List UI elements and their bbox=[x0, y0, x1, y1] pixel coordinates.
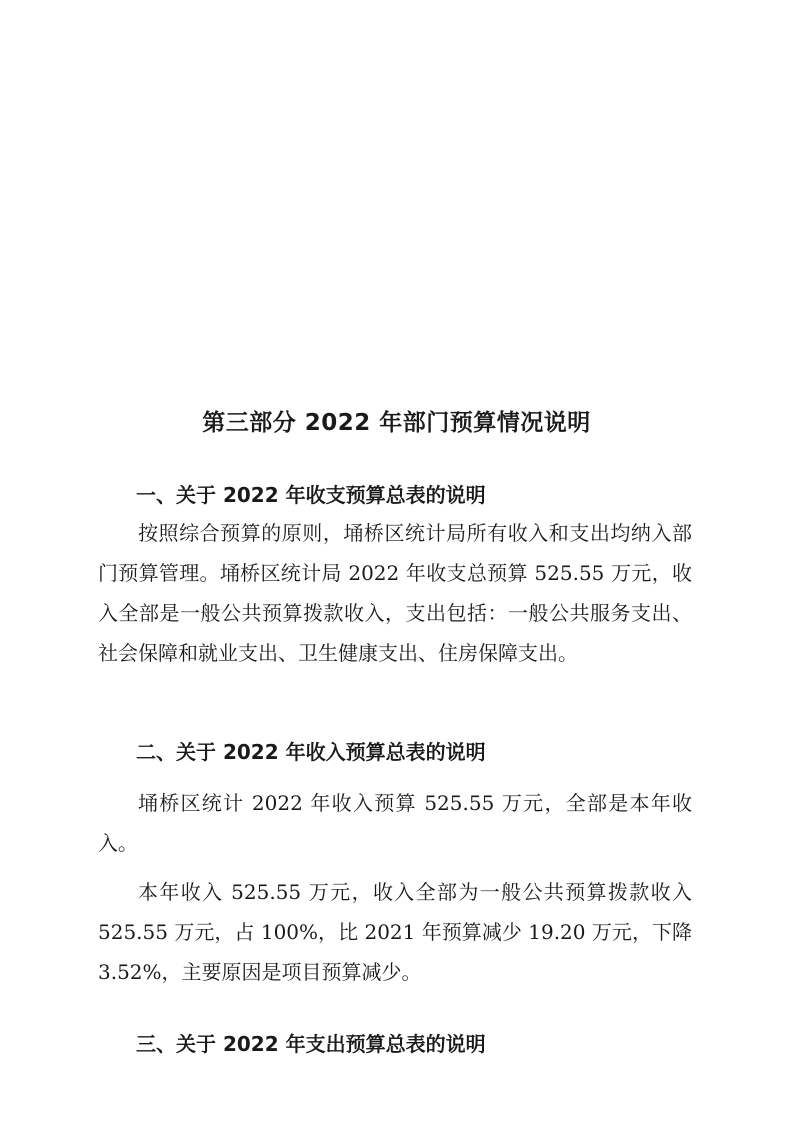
section-1-heading: 一、关于 2022 年收支预算总表的说明 bbox=[136, 483, 486, 507]
section-1-paragraph-1: 按照综合预算的原则，埇桥区统计局所有收入和支出均纳入部门预算管理。埇桥区统计局 2022 年收支总预算 525.55 万元，收入全部是一般公共预算拨款收入，支出包括：一般公共服务支出、社会保障和就业支出、卫生健康支出、住房保障支出。 bbox=[98, 521, 692, 665]
page-title: 第三部分 2022 年部门预算情况说明 bbox=[202, 410, 591, 436]
section-3-heading: 三、关于 2022 年支出预算总表的说明 bbox=[136, 1032, 486, 1056]
section-2-paragraph-2: 本年收入 525.55 万元，收入全部为一般公共预算拨款收入 525.55 万元，占 100%，比 2021 年预算减少 19.20 万元，下降 3.52%，主要原因是项目预算减少。 bbox=[98, 880, 692, 984]
section-2-paragraph-1: 埇桥区统计 2022 年收入预算 525.55 万元，全部是本年收入。 bbox=[98, 791, 692, 855]
section-2-heading: 二、关于 2022 年收入预算总表的说明 bbox=[136, 740, 486, 764]
